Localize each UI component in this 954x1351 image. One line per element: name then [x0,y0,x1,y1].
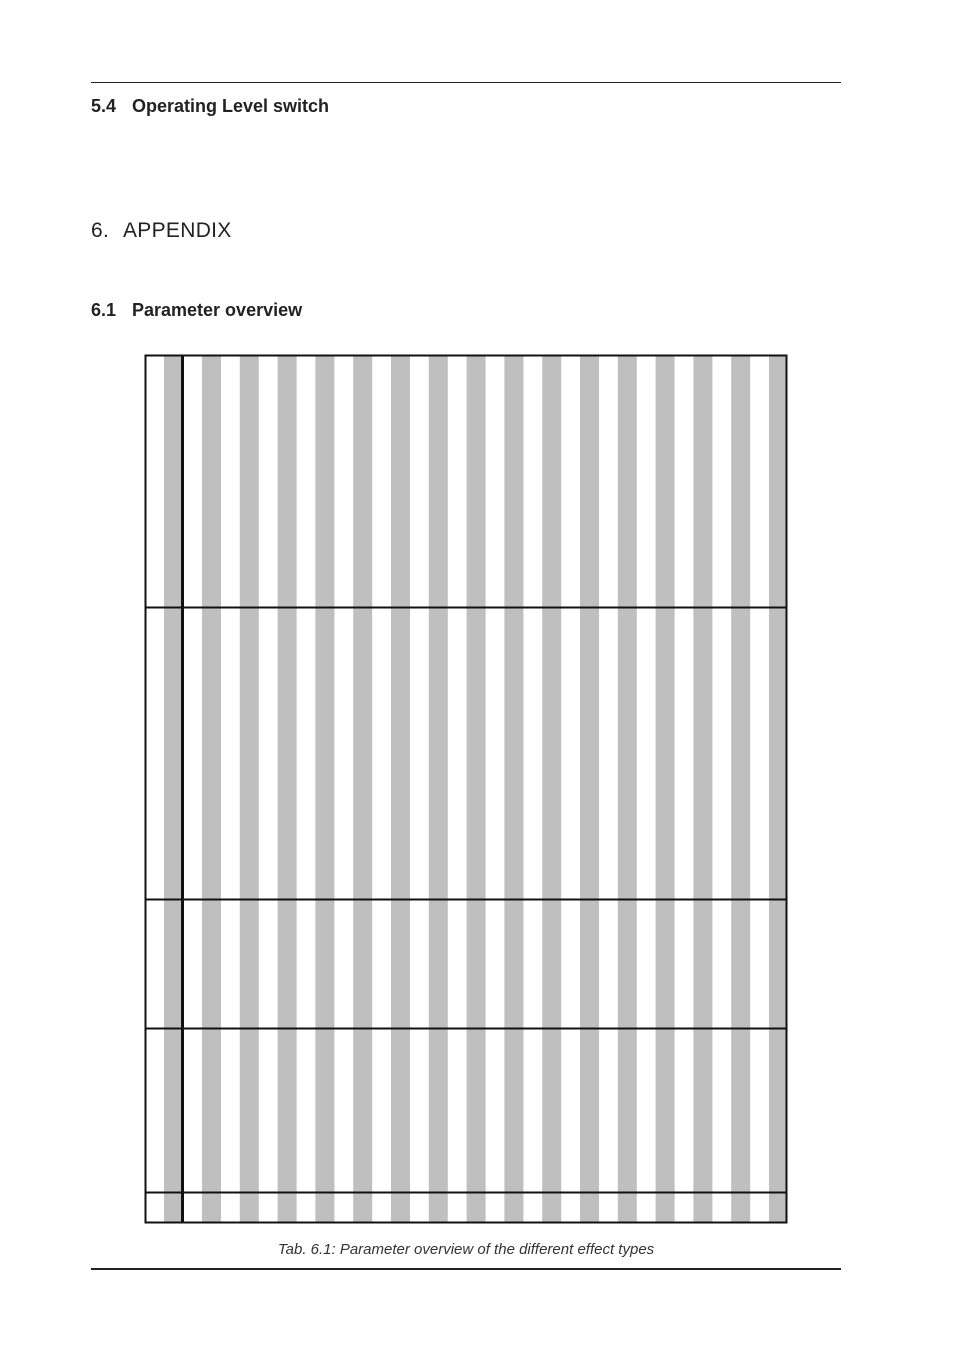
column-stripe [467,356,486,1222]
bottom-rule [91,1268,841,1270]
section-number: 5.4 [91,96,117,116]
column-stripe [504,356,523,1222]
column-stripe [656,356,675,1222]
section-title: Parameter overview [132,300,303,320]
column-stripe [580,356,599,1222]
chapter-number: 6. [91,219,110,242]
chapter-title: APPENDIX [123,219,232,242]
table-caption: Tab. 6.1: Parameter overview of the different effect types [277,1241,655,1258]
column-stripe [542,356,561,1222]
column-stripe [391,356,410,1222]
section-title: Operating Level switch [132,96,330,116]
column-stripe [353,356,372,1222]
column-stripe [315,356,334,1222]
section-number: 6.1 [91,300,117,320]
column-stripe [693,356,712,1222]
column-stripe [429,356,448,1222]
header-column-stripe [164,356,181,1222]
table-column-shading [164,356,786,1222]
column-stripe [731,356,750,1222]
column-stripe [240,356,259,1222]
column-stripe [618,356,637,1222]
column-stripe [769,356,786,1222]
column-stripe [278,356,297,1222]
column-stripe [202,356,221,1222]
